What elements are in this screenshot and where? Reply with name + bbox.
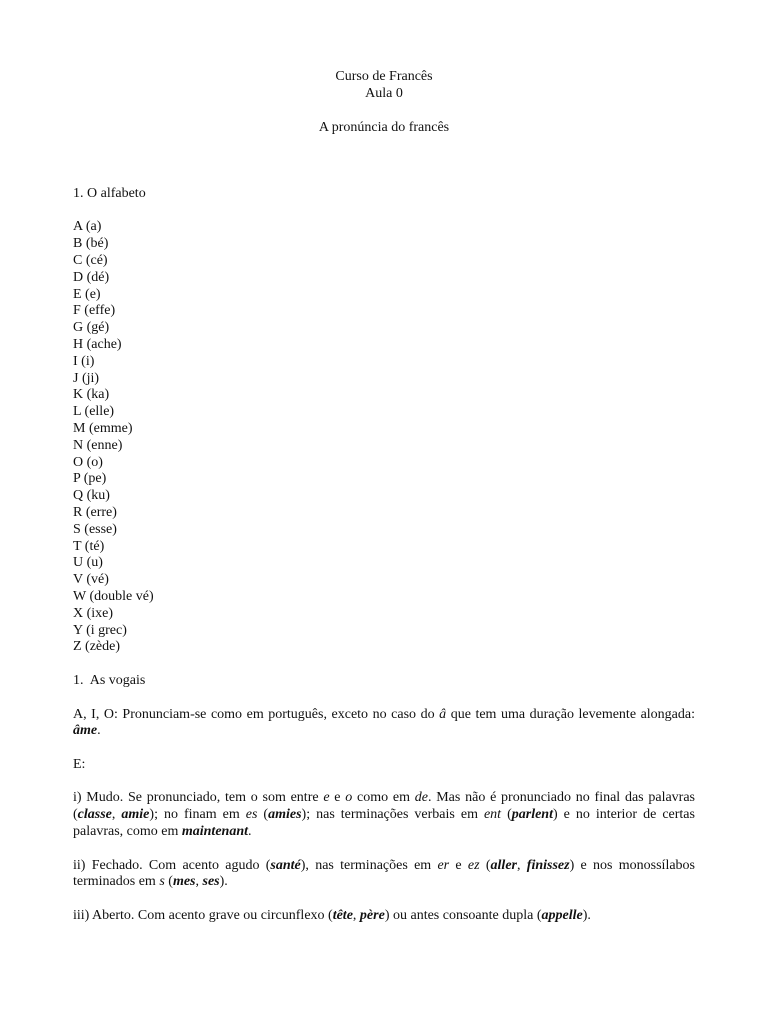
alphabet-letter: K (ka) bbox=[73, 387, 110, 403]
alphabet-letter: G (gé) bbox=[73, 320, 110, 336]
alphabet-letter: O (o) bbox=[73, 454, 103, 470]
lesson-number: Aula 0 bbox=[365, 86, 403, 101]
section-alphabet-title: 1. O alfabeto bbox=[73, 185, 146, 201]
alphabet-letter: Z (zède) bbox=[73, 639, 121, 655]
alphabet-letter: M (emme) bbox=[73, 420, 133, 436]
alphabet-letter: D (dé) bbox=[73, 269, 110, 285]
alphabet-letter: R (erre) bbox=[73, 504, 117, 520]
section-vowels-title: 1. As vogais bbox=[73, 672, 146, 688]
alphabet-letter: T (té) bbox=[73, 538, 105, 554]
alphabet-letter: E (e) bbox=[73, 286, 101, 302]
alphabet-letter: N (enne) bbox=[73, 437, 123, 453]
alphabet-letter: V (vé) bbox=[73, 572, 109, 588]
course-title: Curso de Francês bbox=[335, 69, 433, 84]
document-page bbox=[73, 68, 695, 925]
alphabet-letter: L (elle) bbox=[73, 404, 115, 420]
alphabet-letter: F (effe) bbox=[73, 303, 116, 319]
alphabet-letter: Q (ku) bbox=[73, 488, 110, 504]
vowel-e-label: E: bbox=[73, 756, 86, 772]
alphabet-letter: A (a) bbox=[73, 219, 102, 235]
alphabet-letter: U (u) bbox=[73, 555, 103, 571]
alphabet-letter: J (ji) bbox=[73, 370, 100, 386]
paragraph-e-mute: i) Mudo. Se pronunciado, tem o som entre e e o como em de. Mas não é pronunciado no final das palavras (classe, amie); no finam em es (amies); nas terminações verbais em ent (parlent) e no interior de certas palavras, como em maintenant. bbox=[73, 790, 695, 840]
alphabet-letter: Y (i grec) bbox=[73, 622, 127, 638]
alphabet-letter: H (ache) bbox=[73, 336, 122, 352]
alphabet-letter: C (cé) bbox=[73, 252, 108, 268]
paragraph-aio: A, I, O: Pronunciam-se como em português, exceto no caso do â que tem uma duração levemente alongada: âme. bbox=[73, 706, 695, 739]
alphabet-letter: W (double vé) bbox=[73, 588, 154, 604]
alphabet-letter: B (bé) bbox=[73, 236, 109, 252]
alphabet-letter: P (pe) bbox=[73, 471, 107, 487]
paragraph-e-closed: ii) Fechado. Com acento agudo (santé), nas terminações em er e ez (aller, finissez) e nos monossílabos terminados em s (mes, ses). bbox=[73, 857, 695, 890]
alphabet-letter: X (ixe) bbox=[73, 605, 114, 621]
lesson-subtitle: A pronúncia do francês bbox=[318, 119, 450, 135]
alphabet-letter: I (i) bbox=[73, 353, 95, 369]
alphabet-letter: S (esse) bbox=[73, 521, 117, 537]
paragraph-e-open: iii) Aberto. Com acento grave ou circunflexo (tête, père) ou antes consoante dupla (appelle). bbox=[73, 908, 591, 924]
alphabet-list bbox=[73, 219, 695, 656]
